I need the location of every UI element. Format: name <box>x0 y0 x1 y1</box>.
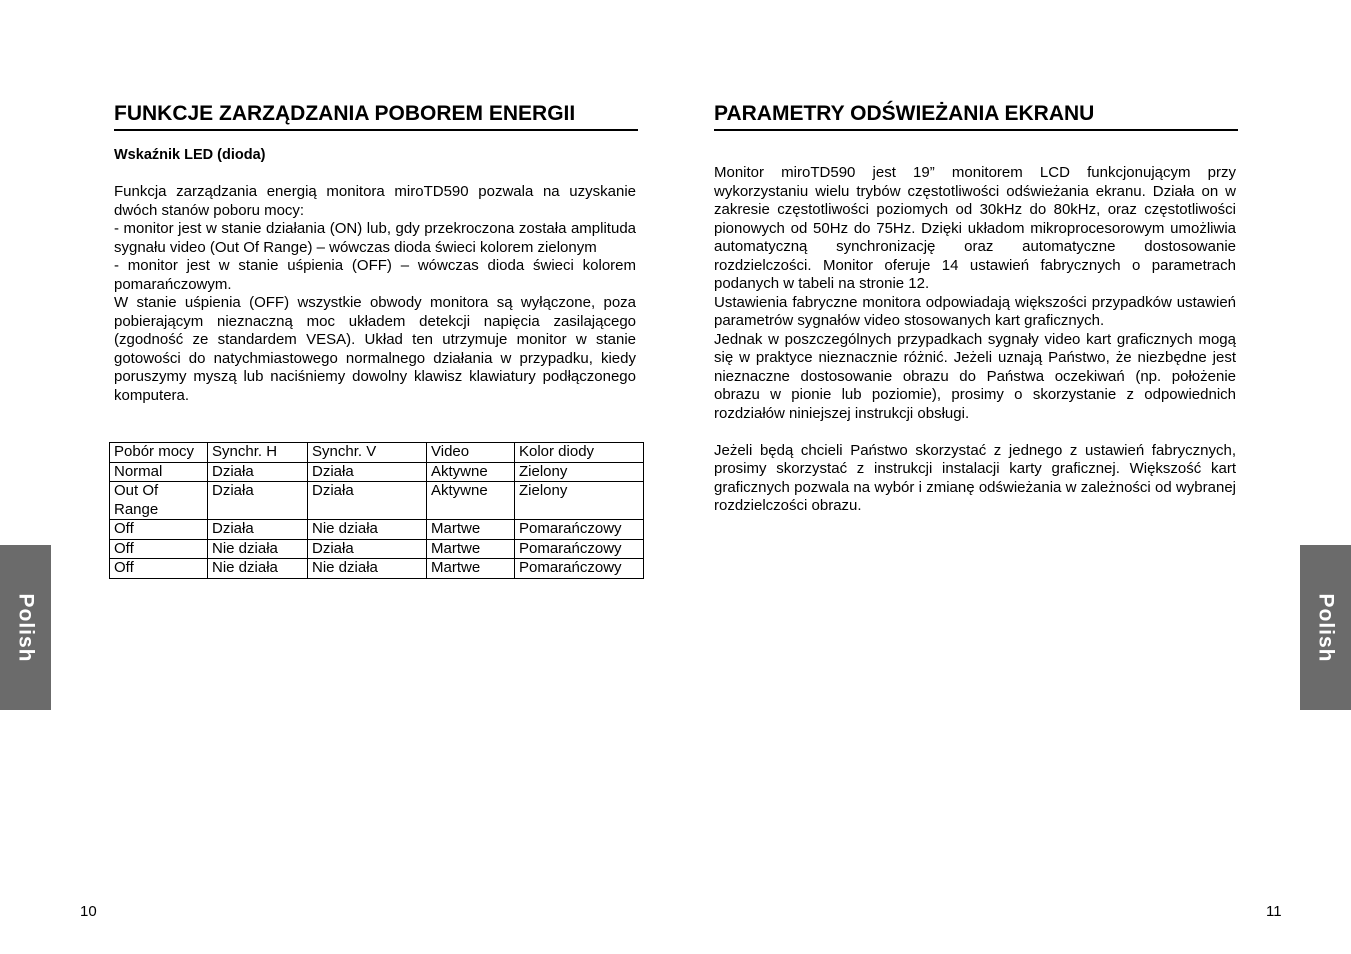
table-cell: Nie działa <box>308 520 427 540</box>
table-row <box>110 520 644 540</box>
table-cell: Martwe <box>427 559 515 579</box>
table-cell: Pomarańczowy <box>515 559 644 579</box>
paragraph-spacer <box>714 423 1236 442</box>
page-number-right: 11 <box>1266 903 1282 920</box>
table-cell: Off <box>110 559 208 579</box>
right-paragraph-factory-settings: Ustawienia fabryczne monitora odpowiadają większości przypadków ustawień parametrów sygnałów video stosowanych kart graficznych. <box>714 293 1236 329</box>
table-cell: Działa <box>208 462 308 482</box>
table-cell: Aktywne <box>427 482 515 520</box>
right-paragraph-overview: Monitor miroTD590 jest 19” monitorem LCD funkcjonującym przy wykorzystaniu wielu trybów częstotliwości odświeżania ekranu. Działa on w zakresie częstotliwości poziomych od 30kHz do 80kHz, oraz częstotliwości pionowych od 50Hz do 75Hz. Dzięki układom mikroprocesorowym umożliwia automatyczną synchronizację oraz automatyczne dostosowanie rozdzielczości. Monitor oferuje 14 ustawień fabrycznych o parametrach podanych w tabeli na stronie 12. <box>714 164 1236 292</box>
table-cell: Normal <box>110 462 208 482</box>
language-side-tab-right <box>1300 545 1351 710</box>
left-paragraph-sleep-details: W stanie uśpienia (OFF) wszystkie obwody monitora są wyłączone, poza pobierającym nieznaczną moc układem detekcji napięcia zasilającego (zgodność ze standardem VESA). Układ ten utrzymuje monitor w stanie gotowości do natychmiastowego normalnego działania w przypadku, kiedy poruszymy myszą lub naciśniemy dowolny klawisz klawiatury podłączonego komputera. <box>114 294 636 404</box>
table-cell: Off <box>110 520 208 540</box>
left-page-heading: FUNKCJE ZARZĄDZANIA POBOREM ENERGII <box>114 101 638 131</box>
table-cell: Działa <box>208 520 308 540</box>
table-cell: Nie działa <box>308 559 427 579</box>
table-row <box>110 462 644 482</box>
right-page-heading: PARAMETRY ODŚWIEŻANIA EKRANU <box>714 101 1238 131</box>
table-header-cell: Synchr. H <box>208 443 308 463</box>
table-cell: Off <box>110 539 208 559</box>
language-side-tab-left <box>0 545 51 710</box>
table-row <box>110 539 644 559</box>
language-tab-label: Polish <box>14 592 38 663</box>
led-indicator-subheading: Wskaźnik LED (dioda) <box>114 147 266 163</box>
left-paragraph-off-state: - monitor jest w stanie uśpienia (OFF) – wówczas dioda świeci kolorem pomarańczowym. <box>114 257 636 293</box>
table-header-cell: Kolor diody <box>515 443 644 463</box>
table-cell: Działa <box>308 482 427 520</box>
table-cell: Działa <box>308 462 427 482</box>
language-tab-label: Polish <box>1314 592 1338 663</box>
left-page-body <box>114 183 636 405</box>
left-paragraph-intro: Funkcja zarządzania energią monitora miroTD590 pozwala na uzyskanie dwóch stanów poboru mocy: <box>114 183 636 219</box>
table-cell: Out Of Range <box>110 482 208 520</box>
table-header-cell: Pobór mocy <box>110 443 208 463</box>
table-header-cell: Video <box>427 443 515 463</box>
table-cell: Pomarańczowy <box>515 539 644 559</box>
table-row <box>110 559 644 579</box>
table-row <box>110 482 644 520</box>
table-cell: Pomarańczowy <box>515 520 644 540</box>
page-number-left: 10 <box>80 903 97 920</box>
power-management-table <box>109 442 644 579</box>
table-header-cell: Synchr. V <box>308 443 427 463</box>
right-paragraph-graphics-card: Jeżeli będą chcieli Państwo skorzystać z jednego z ustawień fabrycznych, prosimy skorzystać z instrukcji instalacji karty graficznej. Większość kart graficznych pozwala na wybór i zmianę odświeżania w zależności od wybranej rozdzielczości obrazu. <box>714 441 1236 514</box>
right-page-body <box>714 164 1236 516</box>
table-cell: Zielony <box>515 482 644 520</box>
table-cell: Nie działa <box>208 559 308 579</box>
table-header-row <box>110 443 644 463</box>
table-cell: Aktywne <box>427 462 515 482</box>
right-paragraph-adjustments: Jednak w poszczególnych przypadkach sygnały video kart graficznych mogą się w praktyce nieznacznie różnić. Jeżeli uznają Państwo, że niezbędne jest nieznaczne dostosowanie obrazu do Państwa oczekiwań (np. położenie obrazu w pionie lub poziomie), prosimy o skorzystanie z odpowiednich rozdziałów niniejszej instrukcji obsługi. <box>714 330 1236 422</box>
table-cell: Działa <box>208 482 308 520</box>
table-cell: Zielony <box>515 462 644 482</box>
table-cell: Martwe <box>427 520 515 540</box>
table-cell: Nie działa <box>208 539 308 559</box>
left-paragraph-on-state: - monitor jest w stanie działania (ON) lub, gdy przekroczona została amplituda sygnału video (Out Of Range) – wówczas dioda świeci kolorem zielonym <box>114 220 636 256</box>
table-cell: Martwe <box>427 539 515 559</box>
table-cell: Działa <box>308 539 427 559</box>
